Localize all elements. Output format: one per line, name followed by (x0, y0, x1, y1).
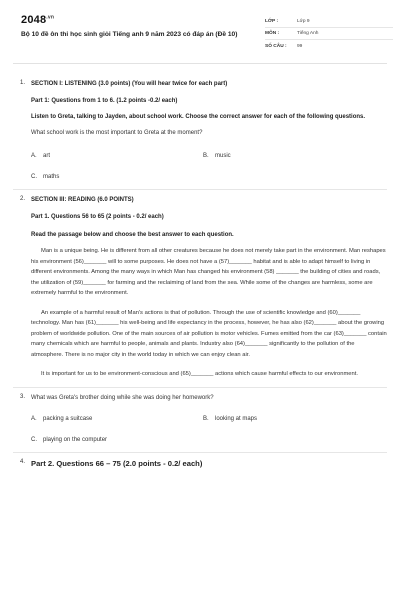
question-4 (13, 459, 387, 468)
section-heading: SECTION I: LISTENING (3.0 points) (You will hear twice for each part) (31, 81, 228, 87)
meta-label: SỐ CÂU : (265, 43, 287, 49)
meta-row-subject (265, 28, 393, 40)
answer-options (31, 415, 387, 445)
document-title: Bộ 10 đề ôn thi học sinh giỏi Tiếng anh 9 năm 2023 có đáp án (Đề 10) (21, 31, 238, 38)
document-header (13, 0, 387, 64)
question-text: What school work is the most important to Greta at the moment? (31, 130, 203, 136)
meta-value: 99 (297, 43, 303, 49)
question-number: 1. (20, 80, 26, 86)
question-divider (13, 452, 387, 453)
question-number: 3. (20, 393, 26, 400)
meta-value: Lớp 9 (297, 19, 310, 24)
section-heading: SECTION III: READING (6.0 POINTS) (31, 197, 134, 203)
option-b[interactable]: B. looking at maps (203, 415, 258, 422)
option-a[interactable]: A. packing a suitcase (31, 415, 93, 422)
reading-paragraph: An example of a harmful result of Man's actions is that of pollution. Through the use of scientific knowledge and (60)_______ technology. Man has (61)_______ his well-being and life expectancy in the process, however, he has also (62)_______ about the growing problem of worldwide pollution. One of the main sources of air pollution is motor vehicles. Fumes emitted from the car (63)_______ contain many chemicals which are harmful to people, animals and plants. Industry also (64)_______ significantly to the pollution of the atmosphere. There is no major city in the world today in which we can enjoy clean air. (31, 309, 387, 358)
option-c[interactable]: C. playing on the computer (31, 436, 108, 443)
part-heading: Part 2. Questions 66 – 75 (2.0 points - 0.2/ each) (31, 458, 203, 468)
question-divider (13, 387, 387, 388)
part-heading: Part 1: Questions from 1 to 6. (1.2 points -0.2/ each) (31, 98, 178, 104)
meta-row-count (265, 40, 393, 52)
option-a[interactable]: A. art (31, 153, 51, 159)
option-b[interactable]: B. music (203, 153, 231, 159)
document-meta (265, 16, 393, 52)
instruction-text: Read the passage below and choose the best answer to each question. (31, 232, 234, 238)
reading-paragraph: Man is a unique being. He is different from all other creatures because he does not merely take part in the environment. Man reshapes his environment (56)_______ will to some purposes. He does not have a (57)_______ habitat and is able to adapt himself to living in different environments. Among the many ways in which Man has changed his environment (58) _______ the building of cities and roads, the utilization of (59)_______ for farming and the reclaiming of land from the sea. While some of the changes are harmless, some are extremely harmful to the environment. (31, 248, 386, 296)
option-c[interactable]: C. maths (31, 174, 60, 180)
part-heading: Part 1. Questions 56 to 65 (2 points - 0.2/ each) (31, 214, 164, 220)
logo-text: 2048 (21, 14, 47, 26)
question-1 (13, 80, 387, 182)
meta-value: Tiếng Anh (297, 31, 319, 36)
meta-label: MÔN : (265, 31, 280, 36)
question-number: 4. (20, 458, 26, 465)
logo-suffix: .vn (46, 14, 55, 21)
reading-paragraph: It is important for us to be environment-conscious and (65)_______ actions which cause harmful effects to our environment. (41, 371, 358, 377)
meta-label: LỚP : (265, 19, 279, 24)
document-content (13, 80, 387, 468)
site-logo[interactable] (21, 14, 54, 26)
question-divider (13, 189, 387, 190)
instruction-text: Listen to Greta, talking to Jayden, about school work. Choose the correct answer for each of the following questions. (31, 114, 366, 120)
question-2 (13, 196, 387, 380)
question-text: What was Greta's brother doing while she was doing her homework? (31, 394, 214, 401)
question-3 (13, 394, 387, 445)
meta-row-class (265, 16, 393, 28)
answer-options (31, 152, 387, 182)
question-number: 2. (20, 196, 26, 202)
